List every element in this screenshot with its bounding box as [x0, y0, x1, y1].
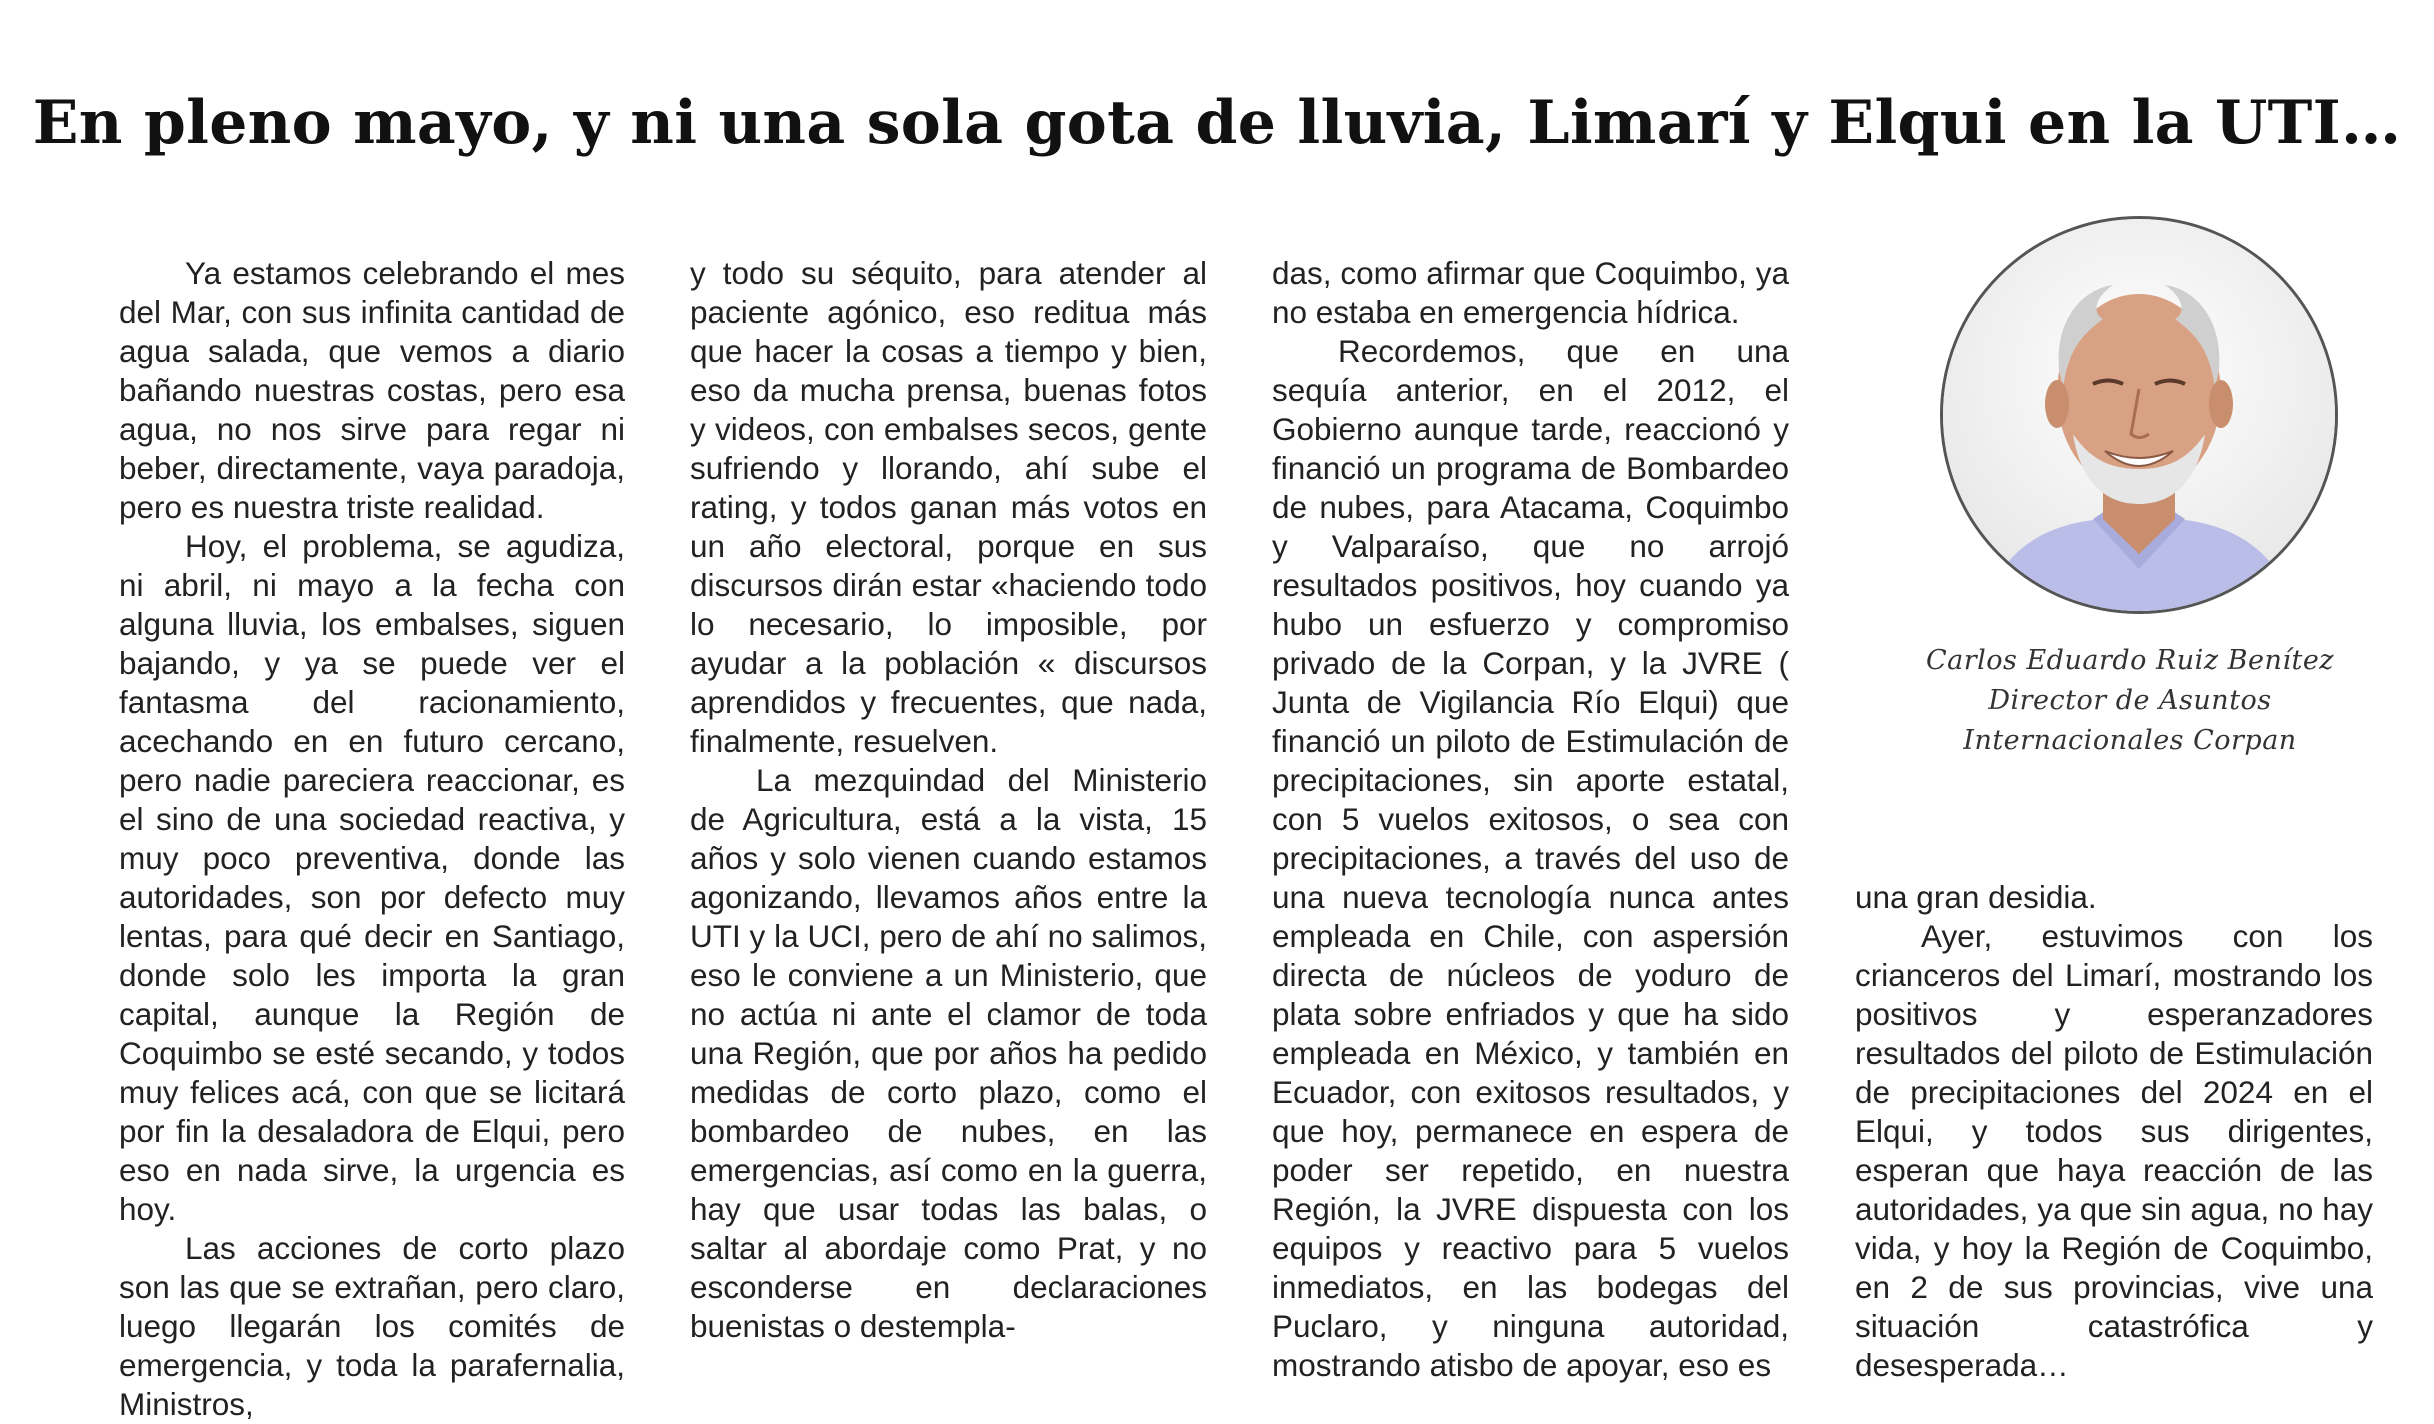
- paragraph: Recordemos, que en una sequía anterior, en el 2012, el Gobierno aunque tarde, reaccionó y financió un programa de Bombardeo de nubes, para Atacama, Coquimbo y Valparaíso, que no arrojó resultados positivos, hoy cuando ya hubo un esfuerzo y compromiso privado de la Corpan, y la JVRE ( Junta de Vigilancia Río Elqui) que financió un piloto de Estimulación de precipitaciones, sin aporte estatal, con 5 vuelos exitosos, o sea con precipitaciones, a través del uso de una nueva tecnología nunca antes empleada en Chile, con aspersión directa de núcleos de yoduro de plata sobre enfriados y que ha sido empleada en México, y también en Ecuador, con exitosos resultados, y que hoy, permanece en espera de poder ser repetido, en nuestra Región, la JVRE dispuesta con los equipos y reactivo para 5 vuelos inmediatos, en las bodegas del Puclaro, y ninguna autoridad, mostrando atisbo de apoyar, eso es: [1272, 333, 1789, 1383]
- paragraph: y todo su séquito, para atender al paciente agónico, eso reditua más que hacer la cosas a tiempo y bien, eso da mucha prensa, buenas fotos y videos, con embalses secos, gente sufriendo y llorando, ahí sube el rating, y todos ganan más votos en un año electoral, porque en sus discursos dirán estar «haciendo todo lo necesario, lo imposible, por ayudar a la población « discursos aprendidos y frecuentes, que nada, finalmente, resuelven.: [690, 255, 1207, 759]
- article-headline: En pleno mayo, y ni una sola gota de lluvia, Limarí y Elqui en la UTI…: [32, 88, 2402, 158]
- author-name: Carlos Eduardo Ruiz Benítez: [1925, 645, 2335, 676]
- paragraph: Ya estamos celebrando el mes del Mar, con sus infinita cantidad de agua salada, que vemos a diario bañando nuestras costas, pero esa agua, no nos sirve para regar ni beber, directamente, vaya paradoja, pero es nuestra triste realidad.: [119, 255, 625, 525]
- author-photo-icon: [1943, 219, 2335, 611]
- author-role-line1: Director de Asuntos: [1988, 685, 2272, 716]
- article-column-3: [1272, 254, 1789, 1385]
- author-caption: [1850, 641, 2410, 761]
- article-column-1: [119, 254, 625, 1424]
- paragraph: una gran desidia.: [1855, 879, 2097, 915]
- paragraph: La mezquindad del Ministerio de Agricultura, está a la vista, 15 años y solo vienen cuando estamos agonizando, llevamos años entre la UTI y la UCI, pero de ahí no salimos, eso le conviene a un Ministerio, que no actúa ni ante el clamor de toda una Región, que por años ha pedido medidas de corto plazo, como el bombardeo de nubes, en las emergencias, así como en la guerra, hay que usar todas las balas, o saltar al abordaje como Prat, y no esconderse en declaraciones buenistas o destempla-: [690, 762, 1207, 1344]
- paragraph: das, como afirmar que Coquimbo, ya no estaba en emergencia hídrica.: [1272, 255, 1789, 330]
- paragraph: Ayer, estuvimos con los crianceros del Limarí, mostrando los positivos y esperanzadores resultados del piloto de Estimulación de precipitaciones del 2024 en el Elqui, y todos sus dirigentes, esperan que haya reacción de las autoridades, ya que sin agua, no hay vida, y hoy la Región de Coquimbo, en 2 de sus provincias, vive una situación catastrófica y desesperada…: [1855, 918, 2373, 1383]
- author-portrait: [1940, 216, 2338, 614]
- paragraph: Las acciones de corto plazo son las que se extrañan, pero claro, luego llegarán los comités de emergencia, y toda la parafernalia, Ministros,: [119, 1230, 625, 1422]
- article-column-4: [1855, 878, 2373, 1385]
- article-column-2: [690, 254, 1207, 1346]
- author-role-line2: Internacionales Corpan: [1963, 725, 2297, 756]
- paragraph: Hoy, el problema, se agudiza, ni abril, ni mayo a la fecha con alguna lluvia, los embalses, siguen bajando, y ya se puede ver el fantasma del racionamiento, acechando en en futuro cercano, pero nadie pareciera reaccionar, es el sino de una sociedad reactiva, y muy poco preventiva, donde las autoridades, son por defecto muy lentas, para qué decir en Santiago, donde solo les importa la gran capital, aunque la Región de Coquimbo se esté secando, y todos muy felices acá, con que se licitará por fin la desaladora de Elqui, pero eso en nada sirve, la urgencia es hoy.: [119, 528, 625, 1227]
